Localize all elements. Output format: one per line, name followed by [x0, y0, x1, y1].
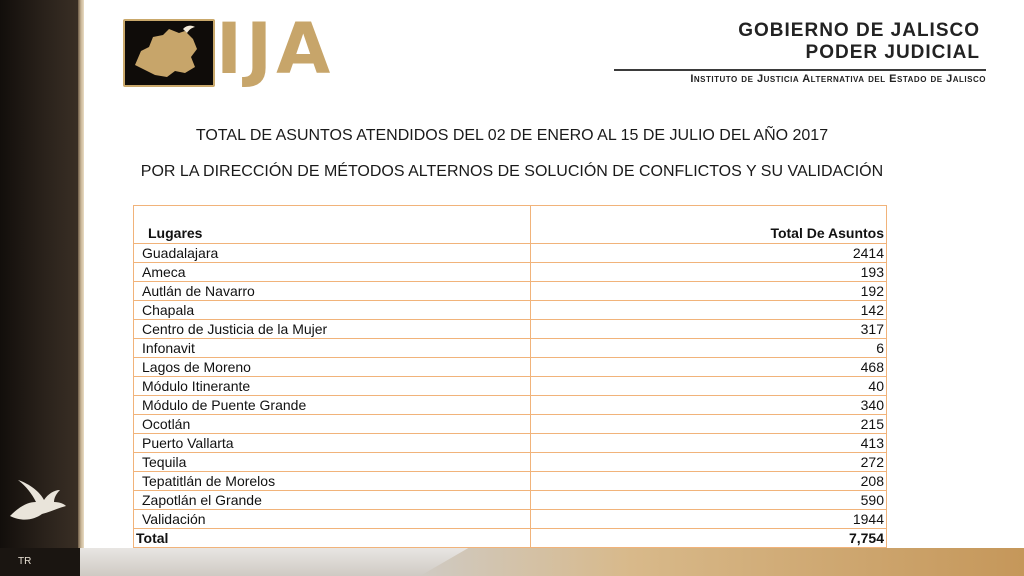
place-cell: Guadalajara	[134, 244, 531, 263]
total-cell: 317	[531, 320, 887, 339]
place-cell: Autlán de Navarro	[134, 282, 531, 301]
total-cell: 340	[531, 396, 887, 415]
total-cell: 413	[531, 434, 887, 453]
header-total: Total De Asuntos	[531, 206, 887, 244]
table-row	[134, 244, 887, 263]
total-cell: 468	[531, 358, 887, 377]
table-row	[134, 472, 887, 491]
header-divider	[614, 69, 986, 71]
footer-dark-corner	[0, 548, 80, 576]
institute-name: Instituto de Justicia Alternativa del Estado de Jalisco	[690, 73, 986, 85]
total-cell: 193	[531, 263, 887, 282]
total-cell: 2414	[531, 244, 887, 263]
place-cell: Módulo de Puente Grande	[134, 396, 531, 415]
total-value: 7,754	[531, 529, 887, 548]
place-cell: Centro de Justicia de la Mujer	[134, 320, 531, 339]
total-cell: 1944	[531, 510, 887, 529]
place-cell: Ameca	[134, 263, 531, 282]
table-row	[134, 339, 887, 358]
cases-table	[133, 205, 887, 548]
jalisco-map-icon	[125, 21, 213, 85]
table-row	[134, 415, 887, 434]
table-row	[134, 263, 887, 282]
table-row	[134, 396, 887, 415]
table-row	[134, 491, 887, 510]
place-cell: Tequila	[134, 453, 531, 472]
table-row	[134, 434, 887, 453]
table-header-row	[134, 206, 887, 244]
report-title: TOTAL DE ASUNTOS ATENDIDOS DEL 02 DE ENERO AL 15 DE JULIO DEL AÑO 2017	[195, 127, 829, 144]
place-cell: Puerto Vallarta	[134, 434, 531, 453]
header-places: Lugares	[134, 206, 531, 244]
logo-emblem	[123, 19, 215, 87]
total-label: Total	[134, 529, 531, 548]
table-row	[134, 358, 887, 377]
place-cell: Zapotlán el Grande	[134, 491, 531, 510]
table-row	[134, 282, 887, 301]
table-row	[134, 510, 887, 529]
report-subtitle: POR LA DIRECCIÓN DE MÉTODOS ALTERNOS DE SOLUCIÓN DE CONFLICTOS Y SU VALIDACIÓN	[140, 163, 884, 180]
total-cell: 192	[531, 282, 887, 301]
place-cell: Lagos de Moreno	[134, 358, 531, 377]
place-cell: Módulo Itinerante	[134, 377, 531, 396]
place-cell: Validación	[134, 510, 531, 529]
table-row	[134, 301, 887, 320]
total-row	[134, 529, 887, 548]
total-cell: 208	[531, 472, 887, 491]
table-row	[134, 320, 887, 339]
total-cell: 40	[531, 377, 887, 396]
judicial-branch: PODER JUDICIAL	[805, 42, 980, 63]
logo-text: IJA	[216, 8, 335, 90]
footer-tag: TR	[18, 556, 32, 567]
table-row	[134, 377, 887, 396]
place-cell: Infonavit	[134, 339, 531, 358]
footer-gold-band	[420, 548, 1024, 576]
table-row	[134, 453, 887, 472]
total-cell: 215	[531, 415, 887, 434]
place-cell: Chapala	[134, 301, 531, 320]
total-cell: 6	[531, 339, 887, 358]
total-cell: 590	[531, 491, 887, 510]
dove-icon	[6, 476, 68, 526]
place-cell: Ocotlán	[134, 415, 531, 434]
government-name: GOBIERNO DE JALISCO	[738, 20, 980, 41]
total-cell: 142	[531, 301, 887, 320]
total-cell: 272	[531, 453, 887, 472]
place-cell: Tepatitlán de Morelos	[134, 472, 531, 491]
